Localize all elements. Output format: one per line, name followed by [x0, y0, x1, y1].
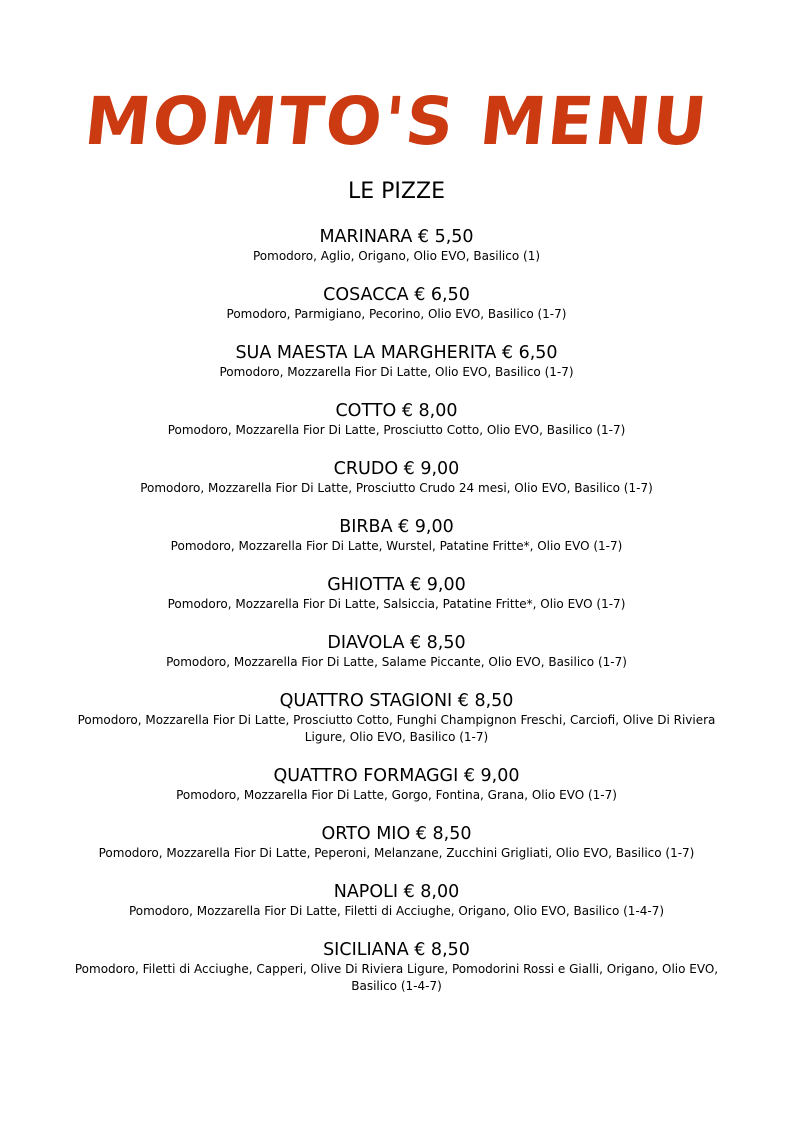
- menu-item-title: ORTO MIO € 8,50: [321, 824, 472, 844]
- menu-item-description: Pomodoro, Filetti di Acciughe, Capperi, Olive Di Riviera Ligure, Pomodorini Rossi e Gialli, Origano, Olio EVO, Basilico (1-4-7): [74, 962, 719, 993]
- menu-item-description: Pomodoro, Mozzarella Fior Di Latte, Prosciutto Cotto, Funghi Champignon Freschi, Carciofi, Olive Di Riviera Ligure, Olio EVO, Basilico (1-7): [77, 713, 716, 744]
- menu-item: [74, 400, 719, 439]
- menu-item: [74, 765, 719, 804]
- menu-item: [74, 342, 719, 381]
- menu-item-description: Pomodoro, Mozzarella Fior Di Latte, Prosciutto Cotto, Olio EVO, Basilico (1-7): [167, 423, 626, 437]
- menu-item-title: CRUDO € 9,00: [333, 459, 460, 479]
- menu-logo-title: MOMTO'S MENU: [81, 83, 713, 160]
- section-title: LE PIZZE: [348, 179, 445, 204]
- menu-item-title: QUATTRO STAGIONI € 8,50: [279, 691, 514, 711]
- menu-item-description: Pomodoro, Mozzarella Fior Di Latte, Peperoni, Melanzane, Zucchini Grigliati, Olio EVO, Basilico (1-7): [98, 846, 695, 860]
- menu-item-title: GHIOTTA € 9,00: [327, 575, 466, 595]
- menu-item: [74, 881, 719, 920]
- menu-item: [74, 226, 719, 265]
- menu-item-description: Pomodoro, Mozzarella Fior Di Latte, Prosciutto Crudo 24 mesi, Olio EVO, Basilico (1-7): [140, 481, 653, 495]
- menu-item-title: QUATTRO FORMAGGI € 9,00: [273, 766, 520, 786]
- menu-item-title: COSACCA € 6,50: [323, 285, 470, 305]
- menu-item: [74, 458, 719, 497]
- menu-item-title: BIRBA € 9,00: [339, 517, 454, 537]
- menu-item: [74, 823, 719, 862]
- menu-item-title: NAPOLI € 8,00: [333, 882, 460, 902]
- menu-item-description: Pomodoro, Parmigiano, Pecorino, Olio EVO, Basilico (1-7): [226, 307, 567, 321]
- menu-item: [74, 574, 719, 613]
- menu-item-description: Pomodoro, Mozzarella Fior Di Latte, Filetti di Acciughe, Origano, Olio EVO, Basilico (1-4-7): [128, 904, 665, 918]
- menu-item-title: SICILIANA € 8,50: [323, 940, 470, 960]
- menu-item: [74, 939, 719, 995]
- menu-item-description: Pomodoro, Aglio, Origano, Olio EVO, Basilico (1): [252, 249, 541, 263]
- menu-item-title: DIAVOLA € 8,50: [327, 633, 466, 653]
- menu-item-description: Pomodoro, Mozzarella Fior Di Latte, Wurstel, Patatine Fritte*, Olio EVO (1-7): [170, 539, 623, 553]
- pizza-list: [74, 226, 719, 1014]
- menu-item-title: MARINARA € 5,50: [319, 227, 474, 247]
- menu-item: [74, 690, 719, 746]
- menu-item-description: Pomodoro, Mozzarella Fior Di Latte, Gorgo, Fontina, Grana, Olio EVO (1-7): [176, 788, 617, 802]
- menu-item: [74, 632, 719, 671]
- menu-item-description: Pomodoro, Mozzarella Fior Di Latte, Salame Piccante, Olio EVO, Basilico (1-7): [166, 655, 627, 669]
- menu-item-title: COTTO € 8,00: [335, 401, 458, 421]
- menu-item-title: SUA MAESTA LA MARGHERITA € 6,50: [235, 343, 558, 363]
- menu-item-description: Pomodoro, Mozzarella Fior Di Latte, Olio EVO, Basilico (1-7): [219, 365, 574, 379]
- menu-item: [74, 516, 719, 555]
- menu-item: [74, 284, 719, 323]
- menu-item-description: Pomodoro, Mozzarella Fior Di Latte, Salsiccia, Patatine Fritte*, Olio EVO (1-7): [167, 597, 626, 611]
